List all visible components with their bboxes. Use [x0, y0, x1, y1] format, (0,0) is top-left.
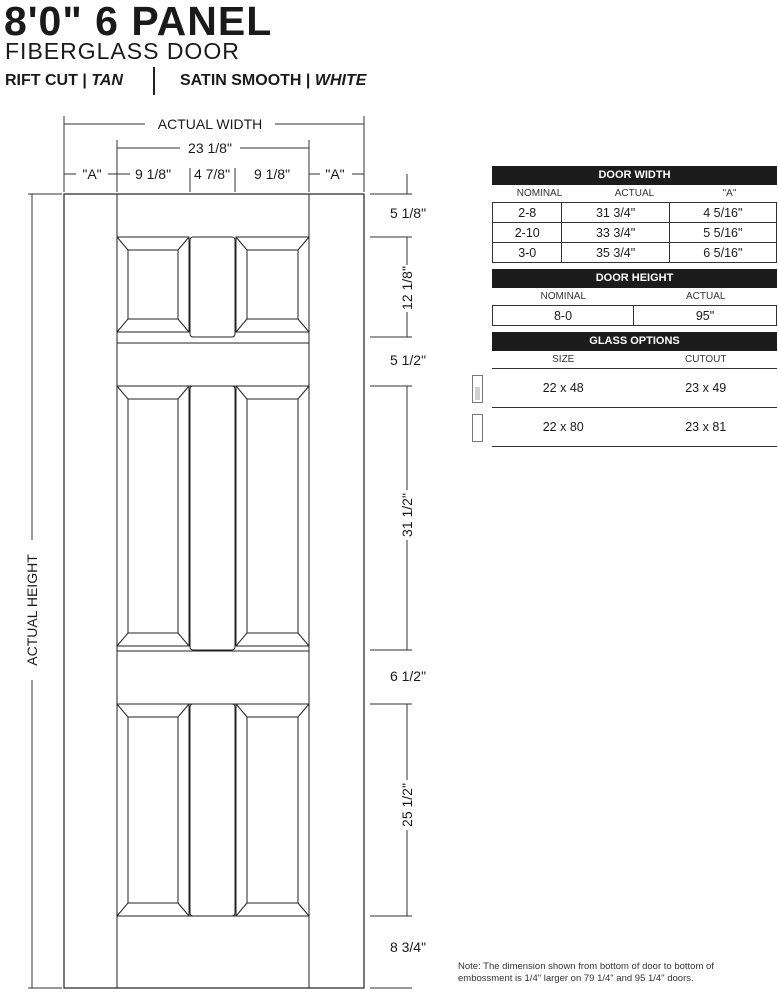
height-bottom-rail: 8 3/4": [389, 939, 427, 955]
width-panel-left: 9 1/8": [134, 166, 172, 182]
table-cell: 5 5/16": [669, 223, 776, 243]
height-middle-panel: 31 1/2": [399, 493, 415, 537]
table-row: [493, 243, 777, 263]
glass-size: 22 x 80: [542, 420, 584, 434]
door-height-col-nominal: NOMINAL: [540, 291, 587, 302]
full-lite-icon: [472, 414, 483, 442]
door-width-table: [492, 202, 777, 263]
page-subtitle: FIBERGLASS DOOR: [5, 38, 240, 64]
door-height-columns: [492, 288, 777, 305]
finish-rift-cut-name: RIFT CUT |: [5, 72, 87, 89]
actual-width-label: ACTUAL WIDTH: [157, 116, 263, 132]
height-top-panel: 12 1/8": [399, 266, 415, 310]
page-title: 8'0" 6 PANEL: [4, 0, 273, 44]
actual-height-label: ACTUAL HEIGHT: [24, 554, 40, 666]
overall-panel-width: 23 1/8": [188, 140, 232, 156]
table-cell: 4 5/16": [669, 203, 776, 223]
door-width-col-nominal: NOMINAL: [516, 188, 563, 199]
door-width-col-a: "A": [722, 188, 737, 199]
table-row: [493, 306, 777, 326]
footnote: Note: The dimension shown from bottom of door to bottom of embossment is 1/4" larger on 79 1/4" and 95 1/4" doors.: [458, 961, 714, 984]
height-bottom-panel: 25 1/2": [399, 783, 415, 827]
spec-tables: [492, 166, 777, 447]
width-a-right: "A": [325, 166, 345, 182]
height-top-rail: 5 1/8": [389, 205, 427, 221]
glass-cutout: 23 x 81: [685, 420, 727, 434]
table-cell: 8-0: [493, 306, 634, 326]
glass-options-columns: [492, 351, 777, 368]
glass-option-row: [492, 369, 777, 408]
door-width-columns: [492, 185, 777, 202]
glass-size: 22 x 48: [542, 381, 584, 395]
table-row: [493, 223, 777, 243]
door-height-heading: DOOR HEIGHT: [492, 269, 777, 288]
height-mid-rail: 6 1/2": [389, 668, 427, 684]
glass-options-heading: GLASS OPTIONS: [492, 332, 777, 351]
table-cell: 2-10: [493, 223, 562, 243]
table-cell: 2-8: [493, 203, 562, 223]
glass-cutout: 23 x 49: [685, 381, 727, 395]
glass-col-cutout: CUTOUT: [685, 354, 727, 365]
finish-satin-smooth-name: SATIN SMOOTH |: [180, 72, 311, 89]
table-cell: 31 3/4": [562, 203, 669, 223]
glass-col-size: SIZE: [552, 354, 575, 365]
door-slab-outline: [64, 194, 364, 988]
table-cell: 33 3/4": [562, 223, 669, 243]
finish-rift-cut-color: TAN: [91, 72, 123, 89]
door-width-heading: DOOR WIDTH: [492, 166, 777, 185]
height-lock-rail: 5 1/2": [389, 352, 427, 368]
width-center: 4 7/8": [193, 166, 231, 182]
glass-option-row: [492, 408, 777, 447]
width-a-left: "A": [82, 166, 102, 182]
table-cell: 3-0: [493, 243, 562, 263]
door-height-col-actual: ACTUAL: [686, 291, 726, 302]
finish-satin-smooth-color: WHITE: [314, 72, 367, 89]
table-cell: 35 3/4": [562, 243, 669, 263]
width-panel-right: 9 1/8": [253, 166, 291, 182]
door-width-col-actual: ACTUAL: [614, 188, 655, 199]
table-cell: 6 5/16": [669, 243, 776, 263]
table-row: [493, 203, 777, 223]
half-lite-icon: [472, 375, 483, 403]
door-height-table: [492, 305, 777, 326]
table-cell: 95": [634, 306, 777, 326]
